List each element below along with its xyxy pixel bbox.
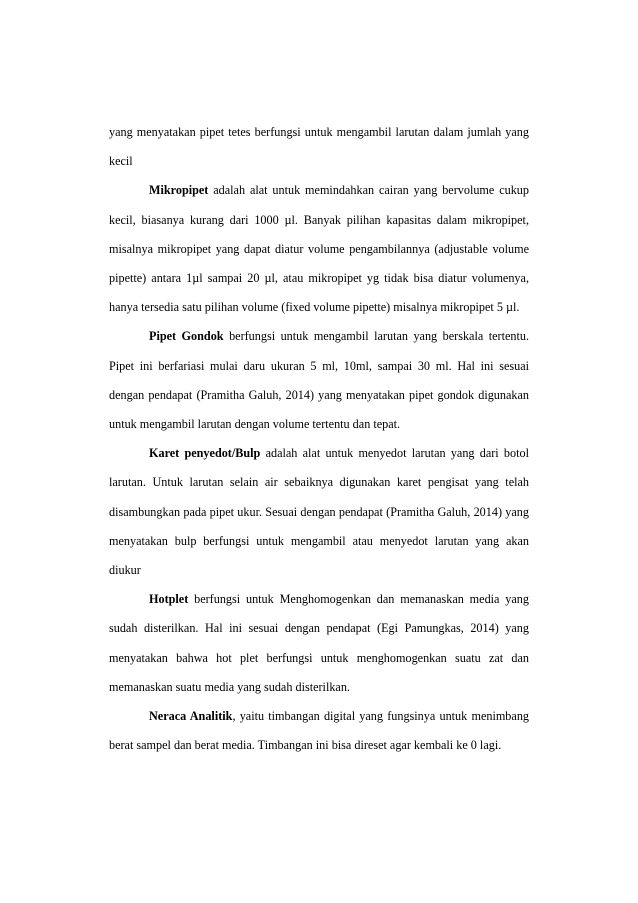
paragraph-karet-penyedot-text: adalah alat untuk menyedot larutan yang dari botol larutan. Untuk larutan selain air sebaiknya digunakan karet pengisat yang telah disambungkan pada pipet ukur. Sesuai dengan pendapat (Pramitha Galuh, 2014) yang menyatakan bulp berfungsi untuk mengambil atau menyedot larutan yang akan diukur <box>109 446 529 578</box>
term-pipet-gondok: Pipet Gondok <box>149 329 224 344</box>
term-neraca-analitik: Neraca Analitik <box>149 709 233 724</box>
paragraph-hotplet-text: berfungsi untuk Menghomogenkan dan memanaskan media yang sudah disterilkan. Hal ini sesuai dengan pendapat (Egi Pamungkas, 2014) yang menyatakan bahwa hot plet berfungsi untuk menghomogenkan suatu zat dan memanaskan suatu media yang sudah disterilkan. <box>109 592 529 694</box>
paragraph-karet-penyedot <box>109 439 529 585</box>
paragraph-neraca-analitik-text: , yaitu timbangan digital yang fungsinya untuk menimbang berat sampel dan berat media. Timbangan ini bisa direset agar kembali ke 0 lagi. <box>109 709 530 753</box>
term-mikropipet: Mikropipet <box>149 183 209 198</box>
paragraph-mikropipet <box>109 176 529 322</box>
paragraph-pipet-gondok <box>109 322 529 439</box>
term-karet-penyedot: Karet penyedot/Bulp <box>149 446 261 461</box>
paragraph-1 <box>109 118 529 176</box>
paragraph-neraca-analitik <box>109 702 529 760</box>
paragraph-1-text: yang menyatakan pipet tetes berfungsi untuk mengambil larutan dalam jumlah yang kecil <box>109 125 529 169</box>
paragraph-mikropipet-text: adalah alat untuk memindahkan cairan yang bervolume cukup kecil, biasanya kurang dari 1000 µl. Banyak pilihan kapasitas dalam mikropipet, misalnya mikropipet yang dapat diatur volume pengambilannya (adjustable volume pipette) antara 1µl sampai 20 µl, atau mikropipet yg tidak bisa diatur volumenya, hanya tersedia satu pilihan volume (fixed volume pipette) misalnya mikropipet 5 µl. <box>109 183 529 315</box>
paragraph-pipet-gondok-text: berfungsi untuk mengambil larutan yang berskala tertentu. Pipet ini berfariasi mulai daru ukuran 5 ml, 10ml, sampai 30 ml. Hal ini sesuai dengan pendapat (Pramitha Galuh, 2014) yang menyatakan pipet gondok digunakan untuk mengambil larutan dengan volume tertentu dan tepat. <box>109 329 529 432</box>
term-hotplet: Hotplet <box>149 592 189 607</box>
paragraph-hotplet <box>109 585 529 702</box>
body-text <box>109 118 529 760</box>
